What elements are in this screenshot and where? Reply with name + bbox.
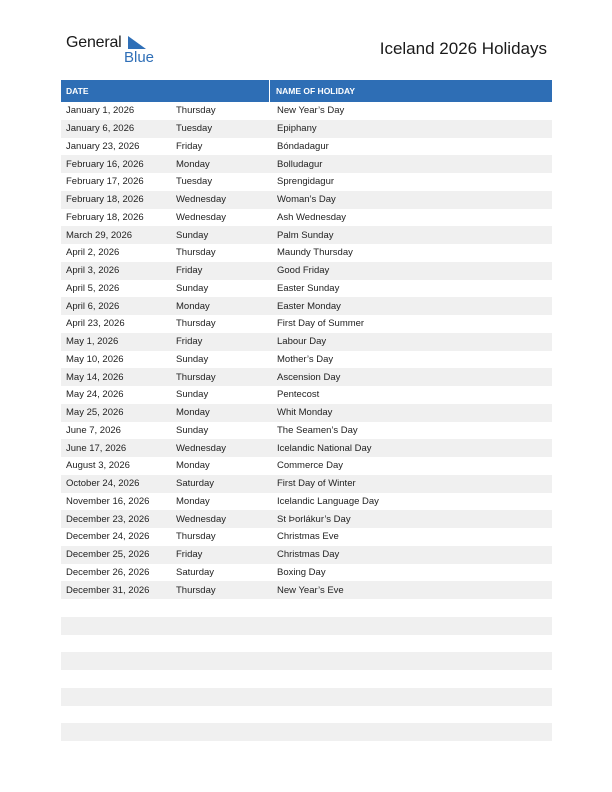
table-row — [61, 173, 552, 191]
row-date: February 18, 2026 — [66, 194, 144, 206]
column-header-name: NAME OF HOLIDAY — [276, 86, 356, 96]
row-holiday-name: Whit Monday — [277, 407, 333, 419]
row-date: October 24, 2026 — [66, 478, 140, 490]
table-row — [61, 546, 552, 564]
row-date: May 1, 2026 — [66, 336, 119, 348]
row-holiday-name: Christmas Eve — [277, 531, 339, 543]
row-holiday-name: Commerce Day — [277, 460, 343, 472]
row-holiday-name: Bolludagur — [277, 158, 323, 170]
row-weekday: Friday — [176, 140, 203, 152]
table-row — [61, 386, 552, 404]
row-date: May 25, 2026 — [66, 407, 124, 419]
row-weekday: Wednesday — [176, 194, 226, 206]
row-date: December 25, 2026 — [66, 549, 150, 561]
row-date: April 3, 2026 — [66, 265, 120, 277]
row-holiday-name: St Þorlákur’s Day — [277, 513, 351, 525]
row-date: May 24, 2026 — [66, 389, 124, 401]
table-row — [61, 262, 552, 280]
row-weekday: Monday — [176, 460, 210, 472]
table-row — [61, 457, 552, 475]
brand-logo[interactable] — [66, 34, 156, 68]
table-row — [61, 528, 552, 546]
row-weekday: Friday — [176, 549, 203, 561]
row-weekday: Sunday — [176, 353, 209, 365]
row-date: December 23, 2026 — [66, 513, 150, 525]
table-row — [61, 422, 552, 440]
row-weekday: Sunday — [176, 282, 209, 294]
row-weekday: Thursday — [176, 247, 216, 259]
row-weekday: Saturday — [176, 478, 215, 490]
row-holiday-name: First Day of Summer — [277, 318, 365, 330]
table-row — [61, 564, 552, 582]
table-row — [61, 599, 552, 617]
row-date: January 6, 2026 — [66, 123, 135, 135]
row-weekday: Thursday — [176, 584, 216, 596]
row-weekday: Friday — [176, 336, 203, 348]
row-holiday-name: Ash Wednesday — [277, 211, 347, 223]
row-weekday: Wednesday — [176, 211, 226, 223]
logo-word-general: General — [66, 34, 122, 51]
table-row — [61, 475, 552, 493]
table-body — [61, 102, 552, 741]
row-date: August 3, 2026 — [66, 460, 130, 472]
table-row — [61, 493, 552, 511]
row-holiday-name: Labour Day — [277, 336, 327, 348]
row-holiday-name: Easter Sunday — [277, 282, 340, 294]
table-row — [61, 404, 552, 422]
row-holiday-name: First Day of Winter — [277, 478, 356, 490]
row-weekday: Sunday — [176, 229, 209, 241]
row-holiday-name: Icelandic Language Day — [277, 495, 379, 507]
row-date: December 24, 2026 — [66, 531, 150, 543]
row-date: June 17, 2026 — [66, 442, 127, 454]
table-row — [61, 226, 552, 244]
row-holiday-name: Boxing Day — [277, 566, 326, 578]
row-holiday-name: Mother’s Day — [277, 353, 334, 365]
table-row — [61, 138, 552, 156]
row-weekday: Thursday — [176, 105, 216, 117]
row-holiday-name: Maundy Thursday — [277, 247, 353, 259]
table-row — [61, 439, 552, 457]
table-row — [61, 652, 552, 670]
row-weekday: Tuesday — [176, 123, 213, 135]
table-row — [61, 297, 552, 315]
row-weekday: Monday — [176, 407, 210, 419]
row-date: January 23, 2026 — [66, 140, 140, 152]
page-title: Iceland 2026 Holidays — [379, 39, 547, 58]
row-weekday: Monday — [176, 300, 210, 312]
row-holiday-name: Epiphany — [277, 123, 317, 135]
row-holiday-name: Bóndadagur — [277, 140, 329, 152]
table-row — [61, 670, 552, 688]
table-row — [61, 706, 552, 724]
column-header-date: DATE — [61, 80, 270, 102]
table-row — [61, 315, 552, 333]
row-weekday: Sunday — [176, 389, 209, 401]
row-holiday-name: Woman’s Day — [277, 194, 336, 206]
table-row — [61, 688, 552, 706]
row-date: April 5, 2026 — [66, 282, 120, 294]
row-date: November 16, 2026 — [66, 495, 150, 507]
table-row — [61, 244, 552, 262]
row-date: April 2, 2026 — [66, 247, 120, 259]
row-date: December 31, 2026 — [66, 584, 150, 596]
row-weekday: Monday — [176, 495, 210, 507]
row-weekday: Wednesday — [176, 442, 226, 454]
row-holiday-name: Easter Monday — [277, 300, 341, 312]
row-weekday: Sunday — [176, 424, 209, 436]
row-holiday-name: Sprengidagur — [277, 176, 335, 188]
table-row — [61, 155, 552, 173]
row-holiday-name: New Year’s Day — [277, 105, 345, 117]
row-weekday: Thursday — [176, 371, 216, 383]
row-holiday-name: Icelandic National Day — [277, 442, 372, 454]
table-row — [61, 581, 552, 599]
row-holiday-name: Christmas Day — [277, 549, 340, 561]
table-row — [61, 723, 552, 741]
row-date: April 6, 2026 — [66, 300, 120, 312]
table-header — [61, 80, 552, 102]
row-date: January 1, 2026 — [66, 105, 135, 117]
row-date: February 18, 2026 — [66, 211, 144, 223]
row-weekday: Thursday — [176, 531, 216, 543]
table-row — [61, 635, 552, 653]
table-row — [61, 333, 552, 351]
table-row — [61, 102, 552, 120]
row-holiday-name: The Seamen’s Day — [277, 424, 358, 436]
row-date: June 7, 2026 — [66, 424, 121, 436]
row-date: December 26, 2026 — [66, 566, 150, 578]
row-weekday: Friday — [176, 265, 203, 277]
row-holiday-name: Pentecost — [277, 389, 320, 401]
row-date: April 23, 2026 — [66, 318, 125, 330]
table-row — [61, 368, 552, 386]
row-holiday-name: New Year’s Eve — [277, 584, 344, 596]
row-date: February 16, 2026 — [66, 158, 144, 170]
row-date: February 17, 2026 — [66, 176, 144, 188]
table-row — [61, 351, 552, 369]
table-row — [61, 209, 552, 227]
row-weekday: Wednesday — [176, 513, 226, 525]
table-row — [61, 191, 552, 209]
row-holiday-name: Good Friday — [277, 265, 330, 277]
table-row — [61, 120, 552, 138]
table-row — [61, 280, 552, 298]
row-date: May 14, 2026 — [66, 371, 124, 383]
row-weekday: Saturday — [176, 566, 215, 578]
table-row — [61, 510, 552, 528]
row-holiday-name: Ascension Day — [277, 371, 341, 383]
row-weekday: Thursday — [176, 318, 216, 330]
holiday-table — [61, 80, 552, 741]
row-date: March 29, 2026 — [66, 229, 133, 241]
logo-triangle-icon — [126, 36, 146, 50]
logo-word-blue: Blue — [124, 49, 155, 66]
row-holiday-name: Palm Sunday — [277, 229, 334, 241]
table-row — [61, 617, 552, 635]
row-weekday: Monday — [176, 158, 210, 170]
row-date: May 10, 2026 — [66, 353, 124, 365]
row-weekday: Tuesday — [176, 176, 213, 188]
